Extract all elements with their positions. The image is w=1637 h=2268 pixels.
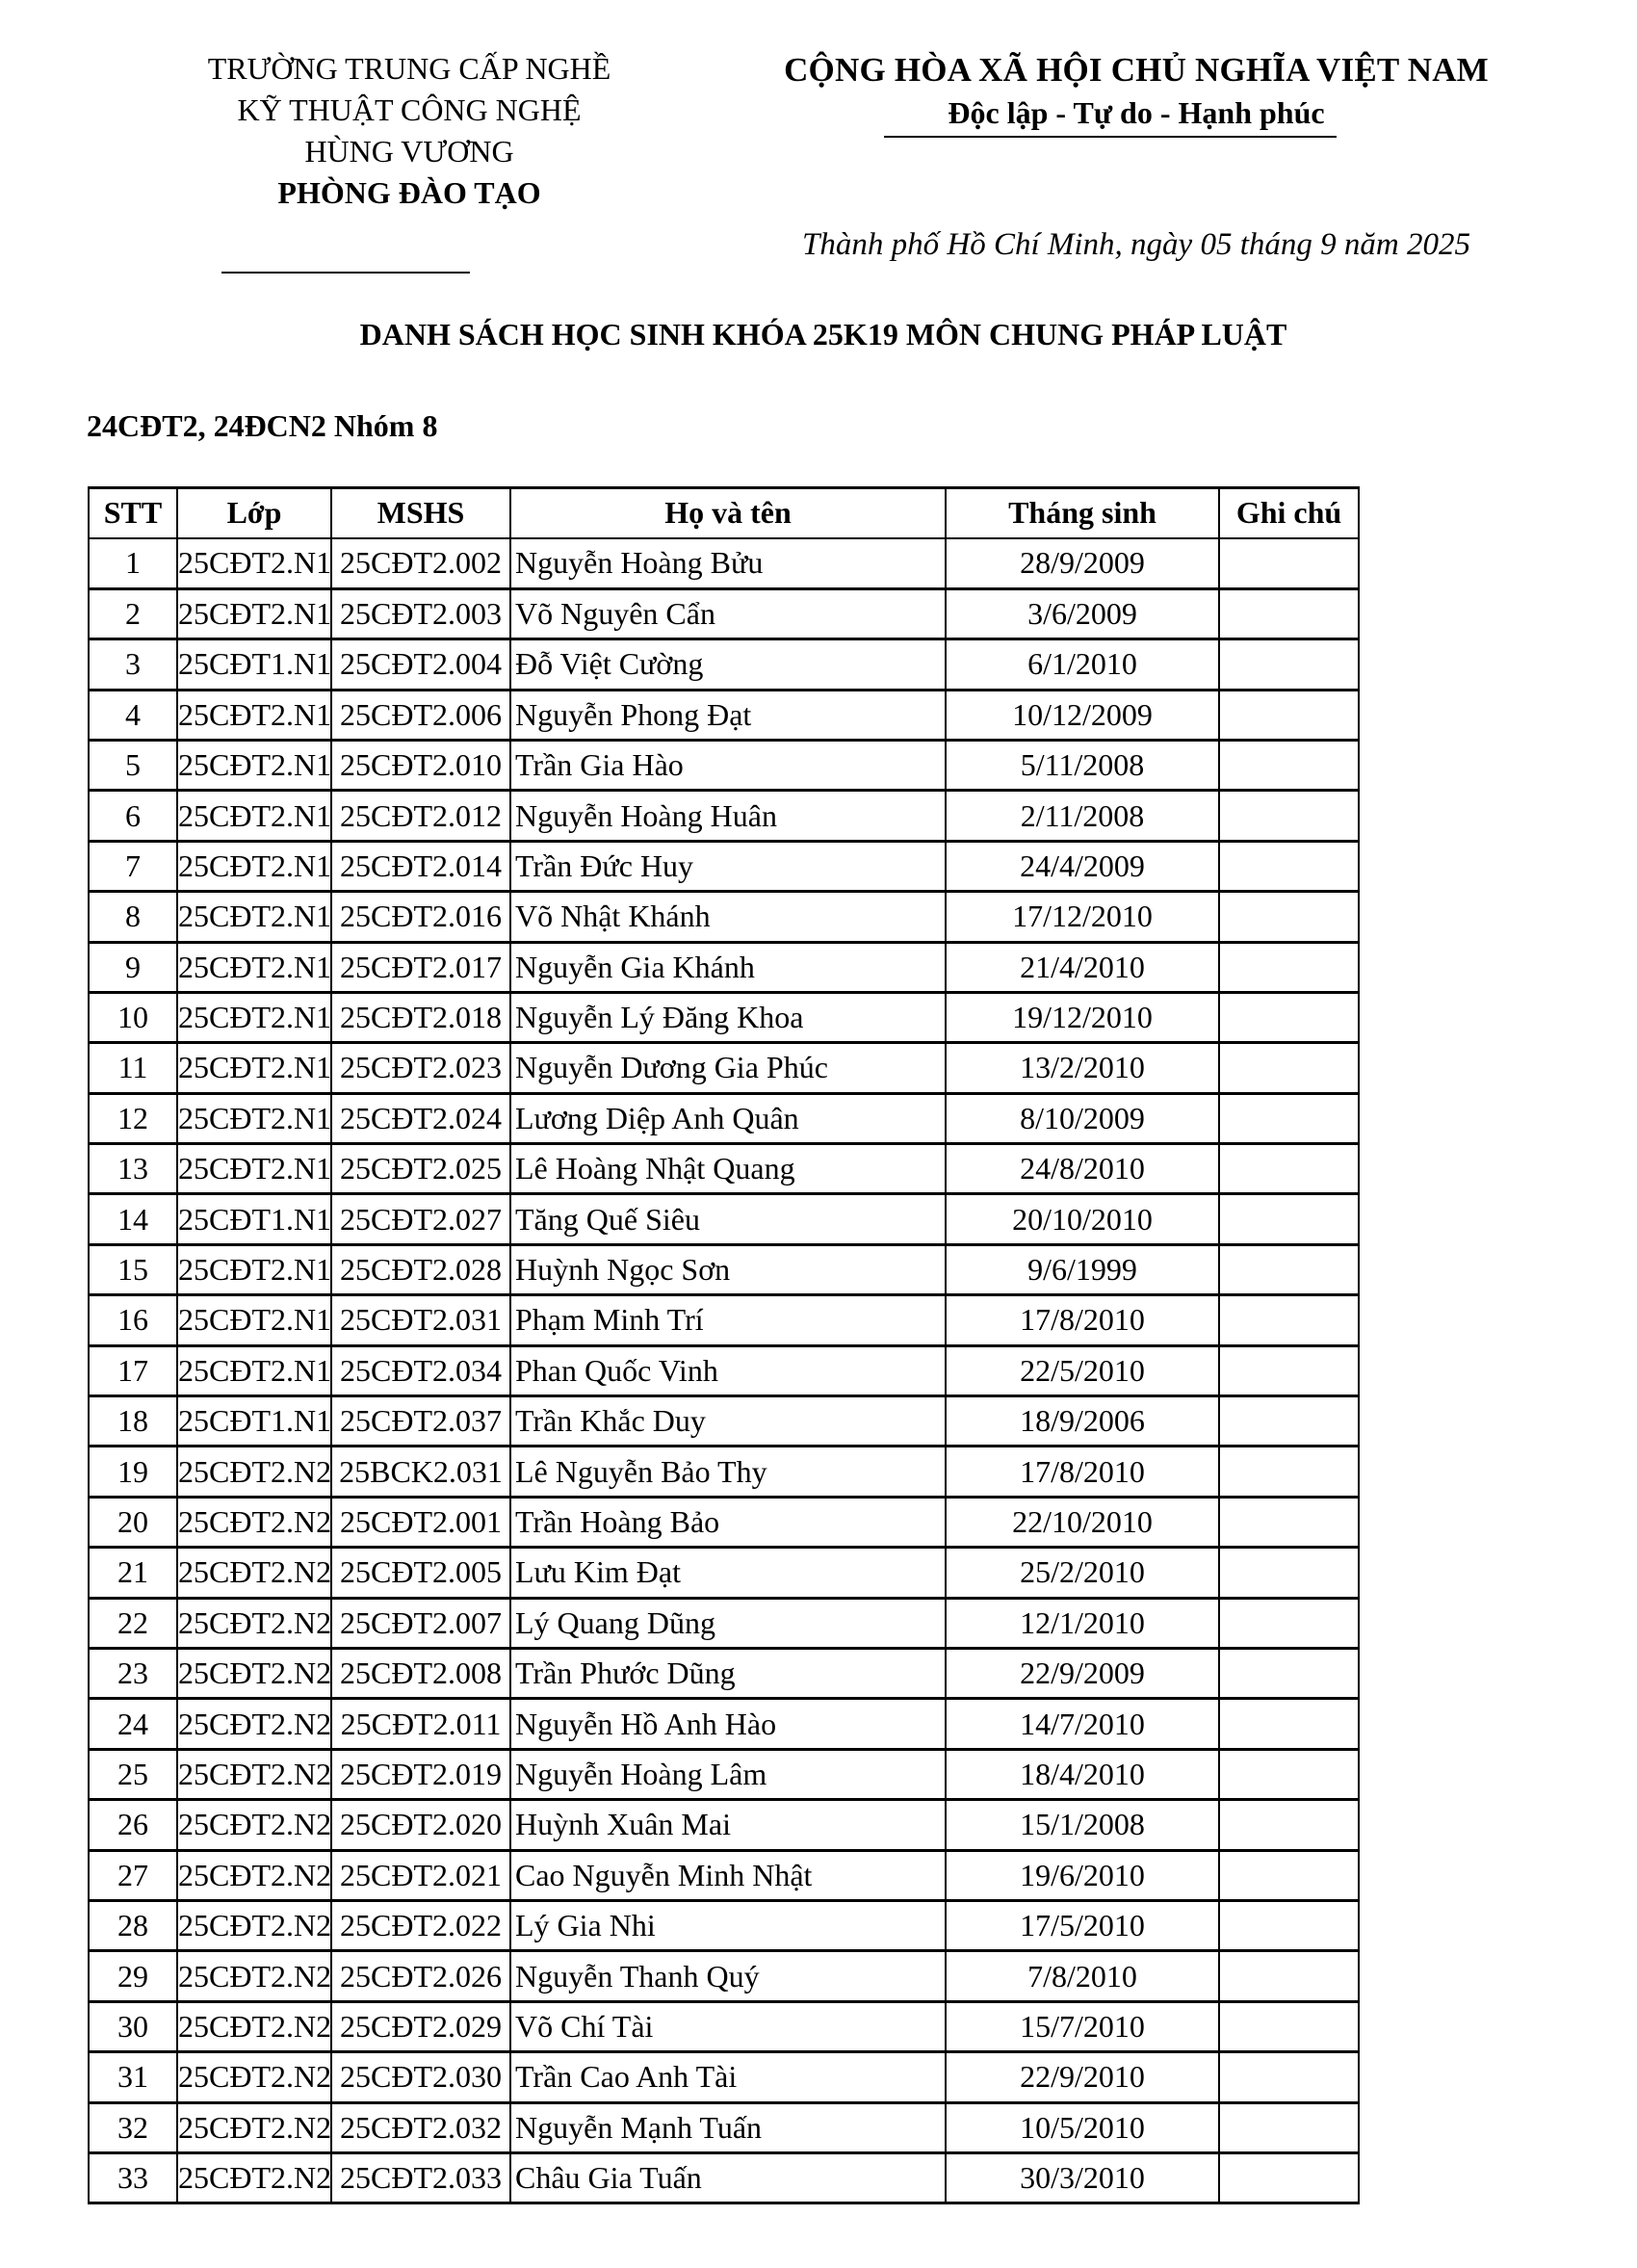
- cell-birth-date: 9/6/1999: [946, 1244, 1219, 1294]
- cell-notes: [1219, 1951, 1359, 2001]
- cell-full-name: Trần Đức Huy: [510, 841, 946, 891]
- table-row: [89, 1447, 1549, 1497]
- cell-stt: 14: [89, 1194, 177, 1244]
- cell-class: 25CĐT1.N1: [177, 1396, 331, 1447]
- table-row: [89, 1295, 1549, 1345]
- place-and-date: Thành phố Hồ Chí Minh, ngày 05 tháng 9 năm 2025: [802, 227, 1470, 262]
- cell-student-id: 25CĐT2.037: [331, 1396, 510, 1447]
- cell-stt: 16: [89, 1295, 177, 1345]
- cell-class: 25CĐT2.N2: [177, 1548, 331, 1598]
- cell-full-name: Tăng Quế Siêu: [510, 1194, 946, 1244]
- cell-student-id: 25CĐT2.032: [331, 2102, 510, 2152]
- table-row: [89, 1144, 1549, 1194]
- table-row: [89, 942, 1549, 992]
- cell-birth-date: 20/10/2010: [946, 1194, 1219, 1244]
- cell-full-name: Huỳnh Ngọc Sơn: [510, 1244, 946, 1294]
- cell-full-name: Cao Nguyễn Minh Nhật: [510, 1850, 946, 1900]
- cell-full-name: Lê Nguyễn Bảo Thy: [510, 1447, 946, 1497]
- cell-student-id: 25CĐT2.023: [331, 1043, 510, 1093]
- cell-stt: 4: [89, 690, 177, 740]
- table-row: [89, 1497, 1549, 1547]
- cell-stt: 15: [89, 1244, 177, 1294]
- cell-class: 25CĐT2.N2: [177, 2052, 331, 2102]
- cell-class: 25CĐT2.N2: [177, 1598, 331, 1648]
- cell-student-id: 25CĐT2.025: [331, 1144, 510, 1194]
- table-row: [89, 2001, 1549, 2051]
- cell-stt: 21: [89, 1548, 177, 1598]
- department-name: PHÒNG ĐÀO TẠO: [277, 175, 541, 210]
- cell-class: 25CĐT2.N2: [177, 1497, 331, 1547]
- cell-notes: [1219, 639, 1359, 690]
- cell-birth-date: 18/9/2006: [946, 1396, 1219, 1447]
- cell-full-name: Nguyễn Gia Khánh: [510, 942, 946, 992]
- cell-student-id: 25CĐT2.018: [331, 992, 510, 1042]
- table-row: [89, 2102, 1549, 2152]
- column-header-student-id: MSHS: [331, 488, 510, 538]
- student-roster-table: [88, 486, 1550, 2204]
- school-header: [144, 48, 674, 214]
- cell-notes: [1219, 2152, 1359, 2203]
- cell-student-id: 25CĐT2.012: [331, 791, 510, 841]
- cell-birth-date: 22/9/2009: [946, 1648, 1219, 1698]
- table-row: [89, 740, 1549, 790]
- cell-student-id: 25CĐT2.029: [331, 2001, 510, 2051]
- table-row: [89, 841, 1549, 891]
- cell-birth-date: 15/7/2010: [946, 2001, 1219, 2051]
- cell-student-id: 25CĐT2.020: [331, 1800, 510, 1850]
- cell-full-name: Trần Phước Dũng: [510, 1648, 946, 1698]
- cell-notes: [1219, 1800, 1359, 1850]
- department-underline: [221, 272, 470, 274]
- table-row: [89, 1345, 1549, 1395]
- cell-full-name: Đỗ Việt Cường: [510, 639, 946, 690]
- cell-birth-date: 22/9/2010: [946, 2052, 1219, 2102]
- cell-birth-date: 10/12/2009: [946, 690, 1219, 740]
- cell-full-name: Lý Quang Dũng: [510, 1598, 946, 1648]
- cell-full-name: Nguyễn Mạnh Tuấn: [510, 2102, 946, 2152]
- cell-full-name: Nguyễn Hoàng Lâm: [510, 1749, 946, 1799]
- cell-birth-date: 28/9/2009: [946, 538, 1219, 588]
- table-row: [89, 1900, 1549, 1950]
- cell-class: 25CĐT2.N1: [177, 992, 331, 1042]
- cell-stt: 11: [89, 1043, 177, 1093]
- cell-notes: [1219, 2052, 1359, 2102]
- cell-full-name: Lương Diệp Anh Quân: [510, 1093, 946, 1143]
- table-row: [89, 1194, 1549, 1244]
- cell-stt: 8: [89, 892, 177, 942]
- cell-stt: 23: [89, 1648, 177, 1698]
- cell-notes: [1219, 2001, 1359, 2051]
- cell-birth-date: 14/7/2010: [946, 1699, 1219, 1749]
- cell-birth-date: 25/2/2010: [946, 1548, 1219, 1598]
- cell-full-name: Võ Nhật Khánh: [510, 892, 946, 942]
- cell-student-id: 25CĐT2.005: [331, 1548, 510, 1598]
- cell-student-id: 25CĐT2.033: [331, 2152, 510, 2203]
- cell-class: 25CĐT2.N2: [177, 2001, 331, 2051]
- column-header-stt: STT: [89, 488, 177, 538]
- cell-class: 25CĐT2.N1: [177, 841, 331, 891]
- cell-notes: [1219, 690, 1359, 740]
- cell-full-name: Lý Gia Nhi: [510, 1900, 946, 1950]
- cell-class: 25CĐT2.N1: [177, 942, 331, 992]
- cell-student-id: 25CĐT2.028: [331, 1244, 510, 1294]
- table-row: [89, 1244, 1549, 1294]
- cell-stt: 27: [89, 1850, 177, 1900]
- cell-full-name: Nguyễn Dương Gia Phúc: [510, 1043, 946, 1093]
- table-row: [89, 1800, 1549, 1850]
- table-row: [89, 1598, 1549, 1648]
- cell-notes: [1219, 1295, 1359, 1345]
- table-row: [89, 1093, 1549, 1143]
- cell-stt: 22: [89, 1598, 177, 1648]
- cell-birth-date: 19/12/2010: [946, 992, 1219, 1042]
- cell-notes: [1219, 841, 1359, 891]
- cell-birth-date: 6/1/2010: [946, 639, 1219, 690]
- table-row: [89, 892, 1549, 942]
- cell-student-id: 25CĐT2.007: [331, 1598, 510, 1648]
- column-header-class: Lớp: [177, 488, 331, 538]
- cell-class: 25CĐT2.N1: [177, 690, 331, 740]
- cell-birth-date: 19/6/2010: [946, 1850, 1219, 1900]
- cell-notes: [1219, 1548, 1359, 1598]
- cell-full-name: Phạm Minh Trí: [510, 1295, 946, 1345]
- cell-full-name: Châu Gia Tuấn: [510, 2152, 946, 2203]
- cell-stt: 6: [89, 791, 177, 841]
- cell-stt: 7: [89, 841, 177, 891]
- cell-stt: 1: [89, 538, 177, 588]
- cell-full-name: Nguyễn Hoàng Huân: [510, 791, 946, 841]
- cell-student-id: 25CĐT2.021: [331, 1850, 510, 1900]
- cell-full-name: Nguyễn Hồ Anh Hào: [510, 1699, 946, 1749]
- cell-stt: 19: [89, 1447, 177, 1497]
- cell-stt: 17: [89, 1345, 177, 1395]
- cell-birth-date: 22/5/2010: [946, 1345, 1219, 1395]
- cell-full-name: Nguyễn Phong Đạt: [510, 690, 946, 740]
- cell-notes: [1219, 1447, 1359, 1497]
- cell-full-name: Trần Gia Hào: [510, 740, 946, 790]
- cell-class: 25CĐT2.N2: [177, 1749, 331, 1799]
- table-header-row: [89, 488, 1549, 538]
- table-row: [89, 992, 1549, 1042]
- cell-full-name: Nguyễn Hoàng Bửu: [510, 538, 946, 588]
- cell-student-id: 25CĐT2.030: [331, 2052, 510, 2102]
- cell-class: 25CĐT2.N1: [177, 1144, 331, 1194]
- cell-notes: [1219, 942, 1359, 992]
- column-header-notes: Ghi chú: [1219, 488, 1359, 538]
- cell-notes: [1219, 588, 1359, 639]
- school-name-line-2: KỸ THUẬT CÔNG NGHỆ: [237, 92, 582, 127]
- cell-birth-date: 8/10/2009: [946, 1093, 1219, 1143]
- cell-class: 25CĐT2.N1: [177, 1093, 331, 1143]
- cell-full-name: Trần Cao Anh Tài: [510, 2052, 946, 2102]
- cell-class: 25CĐT2.N2: [177, 1699, 331, 1749]
- cell-stt: 32: [89, 2102, 177, 2152]
- cell-stt: 3: [89, 639, 177, 690]
- cell-class: 25CĐT2.N1: [177, 740, 331, 790]
- cell-birth-date: 10/5/2010: [946, 2102, 1219, 2152]
- cell-birth-date: 17/8/2010: [946, 1447, 1219, 1497]
- cell-birth-date: 17/8/2010: [946, 1295, 1219, 1345]
- cell-stt: 28: [89, 1900, 177, 1950]
- cell-student-id: 25CĐT2.017: [331, 942, 510, 992]
- cell-birth-date: 13/2/2010: [946, 1043, 1219, 1093]
- table-row: [89, 791, 1549, 841]
- cell-birth-date: 15/1/2008: [946, 1800, 1219, 1850]
- column-header-full-name: Họ và tên: [510, 488, 946, 538]
- cell-birth-date: 12/1/2010: [946, 1598, 1219, 1648]
- cell-student-id: 25CĐT2.027: [331, 1194, 510, 1244]
- cell-student-id: 25CĐT2.003: [331, 588, 510, 639]
- cell-birth-date: 30/3/2010: [946, 2152, 1219, 2203]
- cell-notes: [1219, 1043, 1359, 1093]
- group-label: 24CĐT2, 24ĐCN2 Nhóm 8: [87, 408, 438, 443]
- cell-full-name: Trần Khắc Duy: [510, 1396, 946, 1447]
- table-row: [89, 1699, 1549, 1749]
- cell-student-id: 25BCK2.031: [331, 1447, 510, 1497]
- cell-class: 25CĐT2.N1: [177, 1345, 331, 1395]
- cell-notes: [1219, 1497, 1359, 1547]
- cell-class: 25CĐT2.N1: [177, 538, 331, 588]
- cell-stt: 30: [89, 2001, 177, 2051]
- cell-notes: [1219, 992, 1359, 1042]
- cell-class: 25CĐT1.N1: [177, 639, 331, 690]
- cell-notes: [1219, 1194, 1359, 1244]
- cell-birth-date: 3/6/2009: [946, 588, 1219, 639]
- table-row: [89, 2052, 1549, 2102]
- cell-class: 25CĐT2.N2: [177, 1800, 331, 1850]
- cell-birth-date: 17/5/2010: [946, 1900, 1219, 1950]
- cell-class: 25CĐT2.N2: [177, 1447, 331, 1497]
- cell-class: 25CĐT1.N1: [177, 1194, 331, 1244]
- column-header-birth-date: Tháng sinh: [946, 488, 1219, 538]
- cell-class: 25CĐT2.N2: [177, 2152, 331, 2203]
- cell-birth-date: 21/4/2010: [946, 942, 1219, 992]
- table-row: [89, 1951, 1549, 2001]
- cell-class: 25CĐT2.N1: [177, 892, 331, 942]
- cell-stt: 29: [89, 1951, 177, 2001]
- school-name-line-1: TRƯỜNG TRUNG CẤP NGHỀ: [207, 51, 611, 86]
- cell-stt: 12: [89, 1093, 177, 1143]
- cell-notes: [1219, 538, 1359, 588]
- cell-notes: [1219, 791, 1359, 841]
- cell-notes: [1219, 1749, 1359, 1799]
- cell-stt: 13: [89, 1144, 177, 1194]
- cell-notes: [1219, 1648, 1359, 1698]
- cell-student-id: 25CĐT2.010: [331, 740, 510, 790]
- cell-birth-date: 24/8/2010: [946, 1144, 1219, 1194]
- cell-stt: 24: [89, 1699, 177, 1749]
- cell-birth-date: 2/11/2008: [946, 791, 1219, 841]
- cell-notes: [1219, 892, 1359, 942]
- table-row: [89, 1043, 1549, 1093]
- table-row: [89, 1749, 1549, 1799]
- cell-full-name: Võ Chí Tài: [510, 2001, 946, 2051]
- cell-notes: [1219, 1850, 1359, 1900]
- cell-full-name: Huỳnh Xuân Mai: [510, 1800, 946, 1850]
- cell-class: 25CĐT2.N1: [177, 1244, 331, 1294]
- table-row: [89, 1850, 1549, 1900]
- cell-notes: [1219, 740, 1359, 790]
- cell-student-id: 25CĐT2.006: [331, 690, 510, 740]
- nation-name: CỘNG HÒA XÃ HỘI CHỦ NGHĨA VIỆT NAM: [784, 51, 1489, 89]
- cell-student-id: 25CĐT2.002: [331, 538, 510, 588]
- cell-stt: 33: [89, 2152, 177, 2203]
- cell-class: 25CĐT2.N1: [177, 1295, 331, 1345]
- cell-notes: [1219, 1244, 1359, 1294]
- cell-notes: [1219, 1144, 1359, 1194]
- cell-student-id: 25CĐT2.022: [331, 1900, 510, 1950]
- table-row: [89, 639, 1549, 690]
- cell-student-id: 25CĐT2.026: [331, 1951, 510, 2001]
- cell-stt: 2: [89, 588, 177, 639]
- cell-stt: 5: [89, 740, 177, 790]
- national-motto: Độc lập - Tự do - Hạnh phúc: [948, 95, 1325, 130]
- cell-birth-date: 18/4/2010: [946, 1749, 1219, 1799]
- cell-full-name: Nguyễn Lý Đăng Khoa: [510, 992, 946, 1042]
- cell-full-name: Nguyễn Thanh Quý: [510, 1951, 946, 2001]
- cell-student-id: 25CĐT2.019: [331, 1749, 510, 1799]
- cell-birth-date: 24/4/2009: [946, 841, 1219, 891]
- cell-birth-date: 22/10/2010: [946, 1497, 1219, 1547]
- cell-birth-date: 7/8/2010: [946, 1951, 1219, 2001]
- cell-notes: [1219, 1093, 1359, 1143]
- cell-stt: 26: [89, 1800, 177, 1850]
- cell-class: 25CĐT2.N2: [177, 1900, 331, 1950]
- cell-class: 25CĐT2.N2: [177, 1951, 331, 2001]
- cell-student-id: 25CĐT2.016: [331, 892, 510, 942]
- cell-class: 25CĐT2.N1: [177, 588, 331, 639]
- cell-stt: 25: [89, 1749, 177, 1799]
- school-name-line-3: HÙNG VƯƠNG: [304, 134, 514, 169]
- table-row: [89, 1396, 1549, 1447]
- cell-class: 25CĐT2.N1: [177, 791, 331, 841]
- cell-student-id: 25CĐT2.011: [331, 1699, 510, 1749]
- table-row: [89, 538, 1549, 588]
- cell-notes: [1219, 1345, 1359, 1395]
- cell-stt: 20: [89, 1497, 177, 1547]
- cell-stt: 31: [89, 2052, 177, 2102]
- cell-notes: [1219, 1598, 1359, 1648]
- table-row: [89, 588, 1549, 639]
- cell-class: 25CĐT2.N1: [177, 1043, 331, 1093]
- cell-full-name: Phan Quốc Vinh: [510, 1345, 946, 1395]
- national-header: [751, 48, 1521, 133]
- cell-notes: [1219, 1900, 1359, 1950]
- cell-stt: 10: [89, 992, 177, 1042]
- cell-class: 25CĐT2.N2: [177, 2102, 331, 2152]
- cell-student-id: 25CĐT2.024: [331, 1093, 510, 1143]
- cell-full-name: Trần Hoàng Bảo: [510, 1497, 946, 1547]
- motto-underline: [884, 136, 1337, 138]
- table-body: [89, 538, 1549, 2203]
- cell-student-id: 25CĐT2.031: [331, 1295, 510, 1345]
- table-row: [89, 690, 1549, 740]
- cell-birth-date: 17/12/2010: [946, 892, 1219, 942]
- cell-student-id: 25CĐT2.004: [331, 639, 510, 690]
- cell-notes: [1219, 1396, 1359, 1447]
- cell-notes: [1219, 2102, 1359, 2152]
- table-row: [89, 1648, 1549, 1698]
- cell-stt: 18: [89, 1396, 177, 1447]
- cell-student-id: 25CĐT2.034: [331, 1345, 510, 1395]
- cell-class: 25CĐT2.N2: [177, 1850, 331, 1900]
- table-row: [89, 2152, 1549, 2203]
- cell-student-id: 25CĐT2.001: [331, 1497, 510, 1547]
- cell-full-name: Lưu Kim Đạt: [510, 1548, 946, 1598]
- document-title: DANH SÁCH HỌC SINH KHÓA 25K19 MÔN CHUNG PHÁP LUẬT: [359, 317, 1287, 352]
- cell-student-id: 25CĐT2.008: [331, 1648, 510, 1698]
- cell-full-name: Võ Nguyên Cẩn: [510, 588, 946, 639]
- cell-notes: [1219, 1699, 1359, 1749]
- cell-full-name: Lê Hoàng Nhật Quang: [510, 1144, 946, 1194]
- cell-class: 25CĐT2.N2: [177, 1648, 331, 1698]
- cell-stt: 9: [89, 942, 177, 992]
- table-row: [89, 1548, 1549, 1598]
- cell-birth-date: 5/11/2008: [946, 740, 1219, 790]
- cell-student-id: 25CĐT2.014: [331, 841, 510, 891]
